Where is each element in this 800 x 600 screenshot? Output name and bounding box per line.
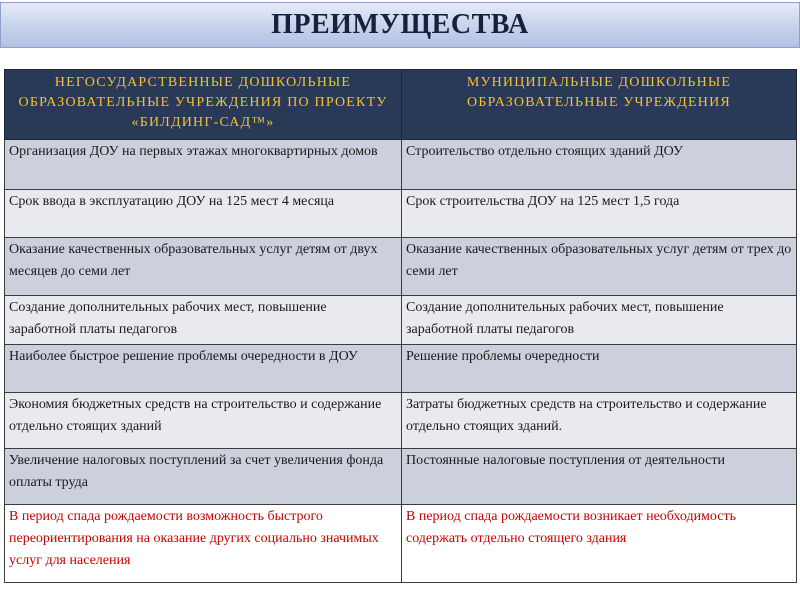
table-row xyxy=(5,140,797,190)
header-municipal-preschool: МУНИЦИПАЛЬНЫЕ ДОШКОЛЬНЫЕ ОБРАЗОВАТЕЛЬНЫЕ УЧРЕЖДЕНИЯ xyxy=(402,70,797,140)
cell-municipal: В период спада рождаемости возникает необходимость содержать отдельно стоящего здания xyxy=(402,505,797,583)
cell-private: Срок ввода в эксплуатацию ДОУ на 125 мест 4 месяца xyxy=(5,190,402,238)
cell-private: Увеличение налоговых поступлений за счет увеличения фонда оплаты труда xyxy=(5,449,402,505)
cell-municipal: Срок строительства ДОУ на 125 мест 1,5 года xyxy=(402,190,797,238)
table-row xyxy=(5,449,797,505)
cell-private: Оказание качественных образовательных услуг детям от двух месяцев до семи лет xyxy=(5,238,402,296)
cell-private: В период спада рождаемости возможность быстрого переориентирования на оказание других социально значимых услуг для населения xyxy=(5,505,402,583)
cell-municipal: Строительство отдельно стоящих зданий ДОУ xyxy=(402,140,797,190)
table-header-row xyxy=(5,70,797,140)
cell-municipal: Создание дополнительных рабочих мест, повышение заработной платы педагогов xyxy=(402,296,797,345)
header-private-preschool: НЕГОСУДАРСТВЕННЫЕ ДОШКОЛЬНЫЕ ОБРАЗОВАТЕЛЬНЫЕ УЧРЕЖДЕНИЯ ПО ПРОЕКТУ «БИЛДИНГ-САД™» xyxy=(5,70,402,140)
cell-municipal: Затраты бюджетных средств на строительство и содержание отдельно стоящих зданий. xyxy=(402,393,797,449)
slide-title: ПРЕИМУЩЕСТВА xyxy=(271,9,529,40)
table-row xyxy=(5,190,797,238)
cell-municipal: Постоянные налоговые поступления от деятельности xyxy=(402,449,797,505)
cell-private: Организация ДОУ на первых этажах многоквартирных домов xyxy=(5,140,402,190)
comparison-table xyxy=(4,69,797,583)
cell-private: Наиболее быстрое решение проблемы очередности в ДОУ xyxy=(5,345,402,393)
table-row xyxy=(5,345,797,393)
cell-private: Экономия бюджетных средств на строительство и содержание отдельно стоящих зданий xyxy=(5,393,402,449)
cell-private: Создание дополнительных рабочих мест, повышение заработной платы педагогов xyxy=(5,296,402,345)
table-row xyxy=(5,296,797,345)
cell-municipal: Оказание качественных образовательных услуг детям от трех до семи лет xyxy=(402,238,797,296)
table-row-highlight xyxy=(5,505,797,583)
table-row xyxy=(5,238,797,296)
table-row xyxy=(5,393,797,449)
cell-municipal: Решение проблемы очередности xyxy=(402,345,797,393)
title-bar xyxy=(0,2,800,48)
